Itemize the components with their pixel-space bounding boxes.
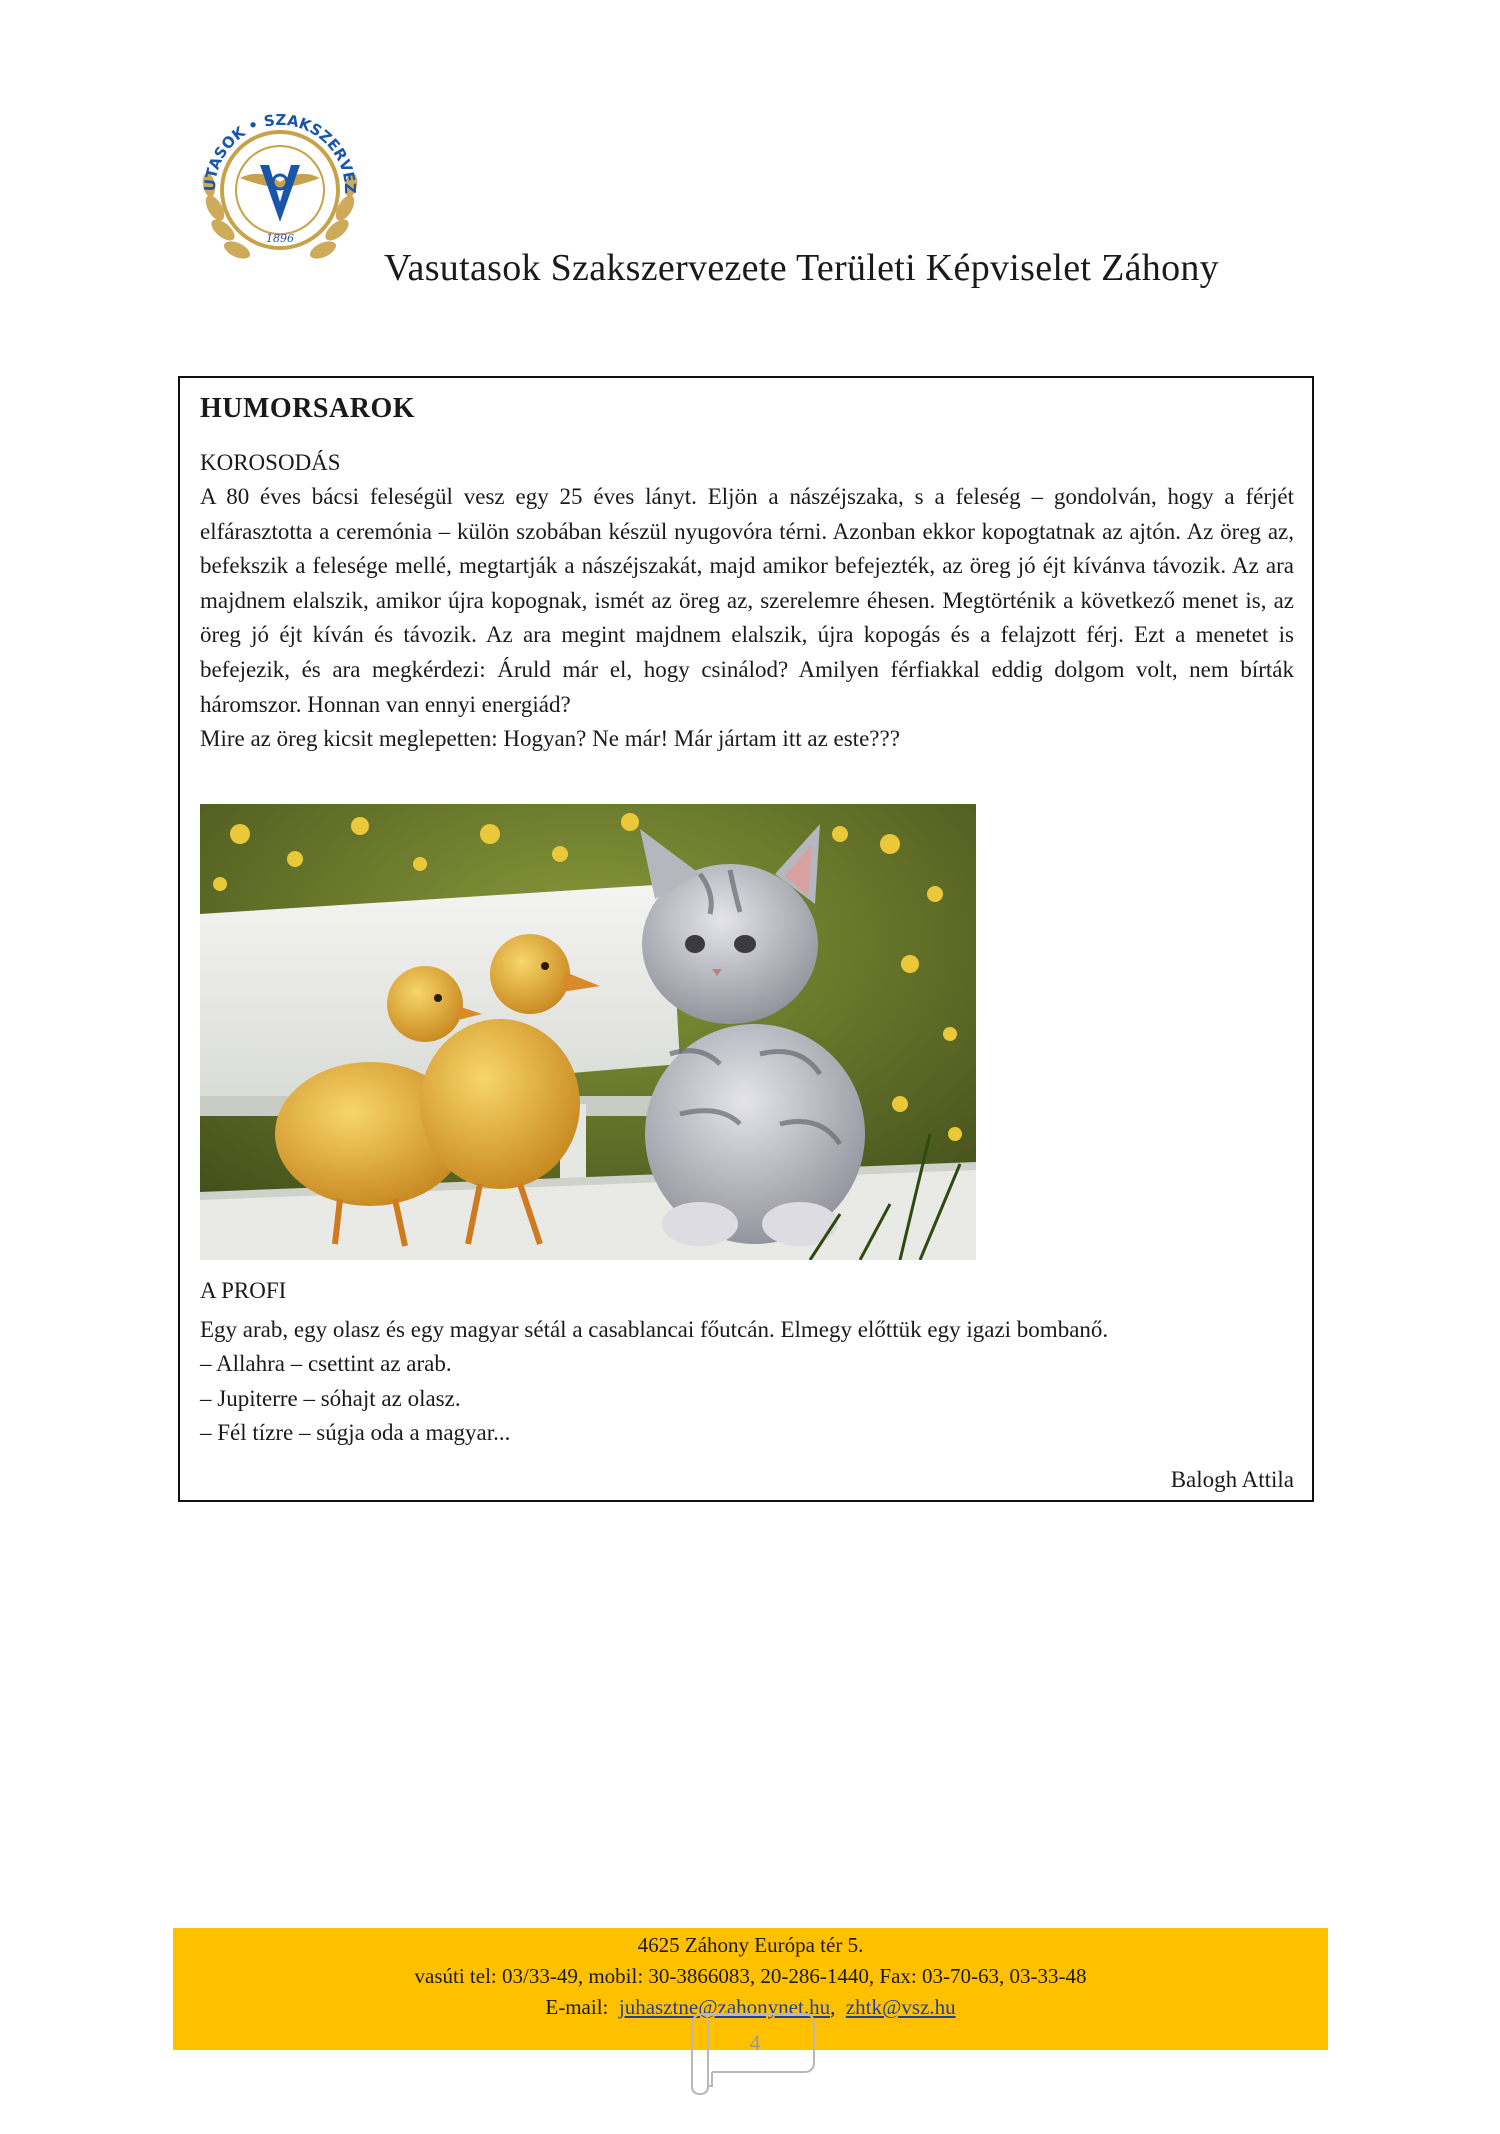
email-link-juhasztne[interactable]: juhasztne@zahonynet.hu (618, 1995, 831, 2019)
story-profi (200, 1274, 1294, 1451)
logo-text: UTASOK • SZAKSZERVEZ (200, 110, 360, 195)
union-logo (185, 90, 375, 280)
email-separator: , (830, 1995, 836, 2019)
page-number: 4 (749, 2030, 761, 2055)
story-punchline: Mire az öreg kicsit meglepetten: Hogyan? Ne már! Már jártam itt az este??? (200, 726, 900, 752)
author-signature: Balogh Attila (1170, 1467, 1294, 1492)
email-link-zhtk[interactable]: zhtk@vsz.hu (845, 1995, 956, 2019)
story-paragraph: A 80 éves bácsi feleségül vesz egy 25 éves lányt. Eljön a nászéjszaka, s a feleség – gondolván, hogy a férjét elfárasztotta a ceremónia – külön szobában készül nyugovóra térni. Azonban ekkor kopogtatnak az ajtón. Az öreg az, befekszik a felesége mellé, megtartják a nászéjszakát, majd amikor befejezték, az öreg jó éjt kívánva távozik. Az ara majdnem elalszik, amikor újra kopognak, ismét az öreg az, szerelemre éhesen. Megtörténik a következő menet is, az öreg jó éjt kíván és távozik. Az ara megint majdnem elalszik, újra kopogás és a felajzott férj. Ezt a menetet is befejezik, és ara megkérdezi: Áruld már el, hogy csinálod? Amilyen férfiakkal eddig dolgom volt, nem bírták háromszor. Honnan van ennyi energiád? (200, 484, 1294, 717)
story-title-profi: A PROFI (200, 1278, 287, 1303)
story-line: – Fél tízre – súgja oda a magyar... (200, 1420, 511, 1446)
humor-box (178, 376, 1314, 1502)
ducklings-kitten-photo (200, 804, 976, 1260)
section-title: HUMORSAROK (200, 393, 415, 424)
story-line: – Jupiterre – sóhajt az olasz. (200, 1385, 461, 1411)
footer-address: 4625 Záhony Európa tér 5. (637, 1933, 864, 1957)
footer-phones: vasúti tel: 03/33-49, mobil: 30-3866083, 20-286-1440, Fax: 03-70-63, 03-33-48 (414, 1964, 1087, 1988)
story-title-korosodas: KOROSODÁS (200, 450, 341, 475)
story-line: – Allahra – csettint az arab. (200, 1351, 452, 1377)
organization-title: Vasutasok Szakszervezete Területi Képviselet Záhony (384, 247, 1219, 289)
logo-year: 1896 (266, 232, 294, 245)
story-line: Egy arab, egy olasz és egy magyar sétál a casablancai főutcán. Elmegy előttük egy igazi bombanő. (200, 1316, 1109, 1342)
email-label: E-mail: (545, 1995, 609, 2019)
story-text (200, 480, 1294, 757)
